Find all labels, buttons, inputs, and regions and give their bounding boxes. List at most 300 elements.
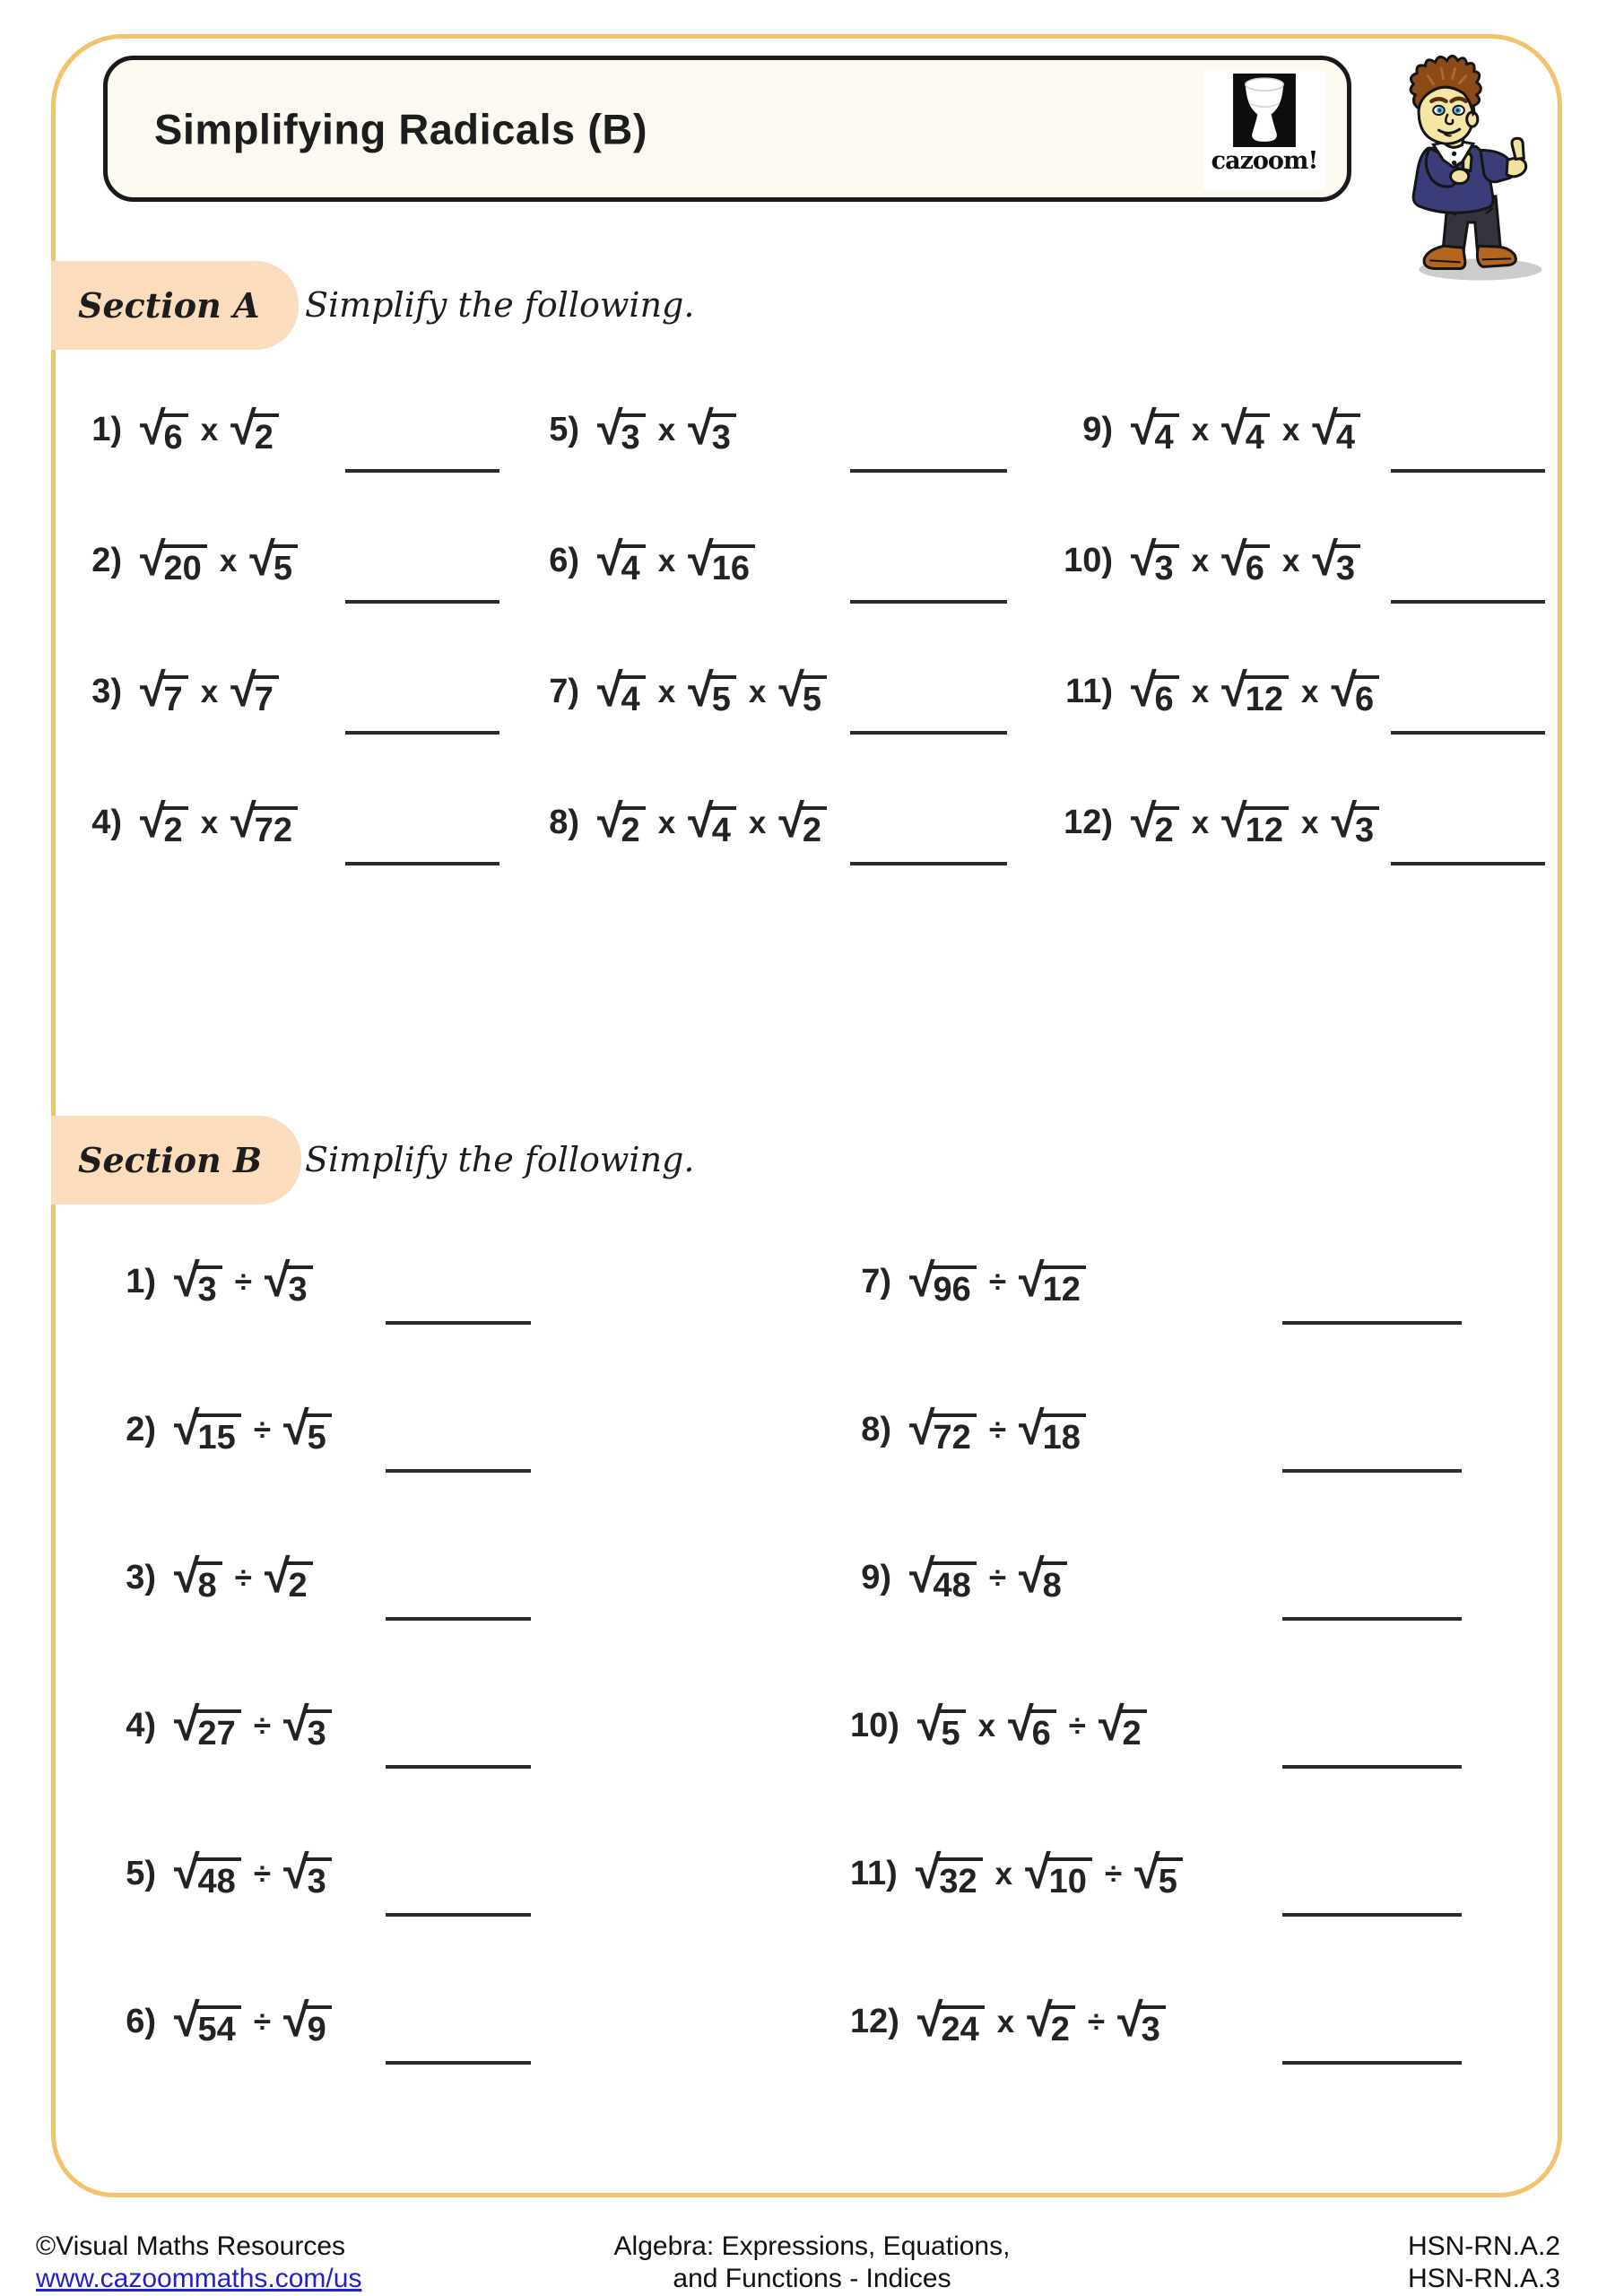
radicand: 6	[1243, 544, 1270, 586]
answer-blank[interactable]	[386, 1913, 531, 1917]
radical-sign-icon: √	[1131, 796, 1157, 848]
operator: ÷	[1104, 1856, 1123, 1892]
square-root-term	[140, 798, 188, 848]
problem	[850, 1257, 1533, 1405]
square-root-term	[1025, 1849, 1092, 1899]
section-a-label: Section A	[78, 285, 260, 326]
radicand: 2	[161, 806, 188, 848]
radical-sign-icon: √	[1331, 796, 1357, 848]
answer-blank[interactable]	[850, 731, 1007, 735]
square-root-term	[688, 536, 755, 586]
problem	[1043, 667, 1547, 798]
radical-sign-icon: √	[1098, 1699, 1125, 1751]
problem	[115, 1849, 698, 1997]
radical-sign-icon: √	[1019, 1255, 1045, 1307]
operator: x	[1191, 543, 1210, 578]
section-a-column-1	[81, 405, 511, 929]
answer-blank[interactable]	[345, 862, 499, 865]
radicand: 6	[1152, 675, 1179, 717]
radical-sign-icon: √	[1027, 1995, 1053, 2047]
radical-sign-icon: √	[1331, 665, 1357, 717]
problem-number: 7)	[549, 673, 579, 710]
problem-number: 6)	[549, 542, 579, 579]
square-root-term	[1019, 1553, 1067, 1603]
section-a-column-2	[538, 405, 1027, 929]
problem-number: 1)	[91, 411, 122, 448]
radical-sign-icon: √	[264, 1255, 291, 1307]
square-root-term	[174, 1553, 222, 1603]
problem-number: 9)	[1082, 411, 1113, 448]
operator: x	[657, 804, 676, 840]
radicand: 3	[305, 1709, 332, 1751]
operator: ÷	[253, 1856, 272, 1892]
radicand: 32	[936, 1857, 982, 1899]
problem-expression	[1043, 405, 1547, 455]
answer-blank[interactable]	[1391, 469, 1545, 473]
problem-expression	[81, 536, 511, 586]
radicand: 2	[619, 806, 646, 848]
radicand: 12	[1243, 675, 1289, 717]
djembe-drum-icon	[1232, 74, 1297, 147]
answer-blank[interactable]	[1282, 1765, 1462, 1769]
worksheet-title-box	[103, 56, 1351, 202]
radicand: 48	[931, 1561, 977, 1603]
radicand: 72	[931, 1413, 977, 1455]
problem-expression	[1043, 667, 1547, 717]
radical-sign-icon: √	[778, 665, 804, 717]
radicand: 3	[195, 1265, 222, 1307]
standard-code-1: HSN-RN.A.2	[1407, 2231, 1560, 2261]
answer-blank[interactable]	[386, 1321, 531, 1325]
problem-number: 9)	[861, 1559, 891, 1596]
square-root-term	[917, 1997, 985, 2047]
problem	[538, 405, 1027, 536]
radicand: 3	[1139, 2005, 1166, 2047]
radical-sign-icon: √	[1221, 534, 1247, 586]
problem-expression	[115, 1405, 698, 1455]
radicand: 3	[709, 413, 736, 455]
operator: x	[1281, 543, 1300, 578]
radicand: 10	[1046, 1857, 1092, 1899]
radicand: 6	[1352, 675, 1379, 717]
brand-name: cazoom!	[1211, 147, 1318, 175]
radicand: 2	[252, 413, 279, 455]
square-root-term	[778, 667, 827, 717]
radicand: 3	[1333, 544, 1360, 586]
radicand: 3	[1152, 544, 1179, 586]
problem-expression	[538, 798, 1027, 848]
problem-expression	[850, 1405, 1533, 1455]
problem-number: 8)	[549, 804, 579, 841]
problem-number: 10)	[1064, 542, 1113, 579]
square-root-term	[230, 405, 279, 455]
radical-sign-icon: √	[283, 1847, 309, 1899]
square-root-term	[1221, 667, 1289, 717]
answer-blank[interactable]	[1391, 862, 1545, 865]
problem-expression	[115, 1849, 698, 1899]
radical-sign-icon: √	[909, 1403, 935, 1455]
radicand: 96	[931, 1265, 977, 1307]
operator: x	[200, 804, 219, 840]
operator: ÷	[253, 1412, 272, 1448]
operator: ÷	[988, 1412, 1007, 1448]
footer-topic	[0, 2231, 1624, 2295]
radical-sign-icon: √	[909, 1551, 935, 1603]
square-root-term	[1131, 536, 1179, 586]
radicand: 4	[709, 806, 736, 848]
problem-number: 11)	[850, 1855, 898, 1892]
radical-sign-icon: √	[283, 1995, 309, 2047]
problem	[115, 1553, 698, 1701]
square-root-term	[283, 1997, 332, 2047]
problem-number: 1)	[126, 1263, 156, 1300]
problem-expression	[1043, 798, 1547, 848]
radicand: 3	[1352, 806, 1379, 848]
radical-sign-icon: √	[283, 1699, 309, 1751]
problem-number: 4)	[91, 804, 122, 841]
radical-sign-icon: √	[915, 1847, 942, 1899]
problem-number: 3)	[126, 1559, 156, 1596]
problem	[850, 1997, 1533, 2145]
square-root-term	[688, 667, 736, 717]
answer-blank[interactable]	[386, 1469, 531, 1473]
square-root-term	[1131, 667, 1179, 717]
radicand: 3	[619, 413, 646, 455]
answer-blank[interactable]	[850, 469, 1007, 473]
square-root-term	[140, 536, 207, 586]
problem-number: 5)	[549, 411, 579, 448]
answer-blank[interactable]	[1282, 1913, 1462, 1917]
square-root-term	[174, 1405, 241, 1455]
radicand: 6	[161, 413, 188, 455]
radicand: 5	[1156, 1857, 1183, 1899]
radical-sign-icon: √	[249, 534, 275, 586]
answer-blank[interactable]	[1282, 1617, 1462, 1621]
square-root-term	[265, 1257, 313, 1307]
problem-expression	[538, 405, 1027, 455]
radicand: 72	[252, 806, 298, 848]
radical-sign-icon: √	[1019, 1551, 1045, 1603]
radical-sign-icon: √	[1221, 665, 1247, 717]
radicand: 27	[195, 1709, 241, 1751]
answer-blank[interactable]	[1282, 1469, 1462, 1473]
radical-sign-icon: √	[688, 796, 714, 848]
problem-number: 3)	[91, 673, 122, 710]
problem-number: 4)	[126, 1707, 156, 1744]
radical-sign-icon: √	[140, 665, 166, 717]
square-root-term	[1008, 1701, 1056, 1751]
problem	[850, 1405, 1533, 1553]
radical-sign-icon: √	[174, 1699, 200, 1751]
problem	[538, 536, 1027, 667]
radicand: 9	[305, 2005, 332, 2047]
radical-sign-icon: √	[1131, 534, 1157, 586]
radicand: 7	[252, 675, 279, 717]
square-root-term	[1331, 667, 1379, 717]
radical-sign-icon: √	[174, 1995, 200, 2047]
square-root-term	[1221, 798, 1289, 848]
problem	[81, 405, 511, 536]
answer-blank[interactable]	[345, 600, 499, 604]
square-root-term	[778, 798, 827, 848]
radicand: 5	[305, 1413, 332, 1455]
operator: ÷	[988, 1264, 1007, 1300]
radical-sign-icon: √	[1117, 1995, 1143, 2047]
operator: ÷	[988, 1560, 1007, 1596]
problem-number: 7)	[861, 1263, 891, 1300]
square-root-term	[1312, 536, 1360, 586]
radicand: 7	[161, 675, 188, 717]
radicand: 24	[938, 2005, 984, 2047]
problem-number: 10)	[850, 1707, 899, 1744]
section-b-column-2	[850, 1257, 1533, 2145]
square-root-term	[230, 798, 298, 848]
radicand: 12	[1040, 1265, 1086, 1307]
square-root-term	[1019, 1257, 1086, 1307]
radical-sign-icon: √	[688, 534, 714, 586]
square-root-term	[249, 536, 298, 586]
radicand: 5	[271, 544, 298, 586]
radicand: 6	[1029, 1709, 1056, 1751]
square-root-term	[140, 405, 188, 455]
square-root-term	[1117, 1997, 1166, 2047]
radicand: 20	[161, 544, 207, 586]
problem-number: 2)	[91, 542, 122, 579]
radicand: 48	[195, 1857, 241, 1899]
square-root-term	[1131, 405, 1179, 455]
topic-line-2: and Functions - Indices	[673, 2264, 951, 2293]
operator: x	[657, 674, 676, 709]
radicand: 16	[709, 544, 755, 586]
section-b-tab	[51, 1116, 301, 1205]
radical-sign-icon: √	[230, 665, 256, 717]
problem	[1043, 405, 1547, 536]
problem-number: 12)	[850, 2003, 899, 2040]
problem-expression	[538, 536, 1027, 586]
radicand: 4	[619, 544, 646, 586]
square-root-term	[597, 798, 646, 848]
radical-sign-icon: √	[916, 1699, 943, 1751]
problem-number: 5)	[126, 1855, 156, 1892]
radical-sign-icon: √	[1134, 1847, 1160, 1899]
problem	[115, 1405, 698, 1553]
square-root-term	[1027, 1997, 1075, 2047]
problem-expression	[850, 1257, 1533, 1307]
operator: ÷	[234, 1560, 252, 1596]
radicand: 5	[938, 1709, 965, 1751]
operator: x	[748, 804, 767, 840]
radical-sign-icon: √	[174, 1403, 200, 1455]
problem	[81, 667, 511, 798]
problem-expression	[538, 667, 1027, 717]
radical-sign-icon: √	[140, 796, 166, 848]
square-root-term	[1221, 405, 1270, 455]
radicand: 18	[1040, 1413, 1086, 1455]
problem	[1043, 798, 1547, 929]
problem-expression	[115, 1257, 698, 1307]
answer-blank[interactable]	[850, 862, 1007, 865]
section-a-column-3	[1043, 405, 1547, 929]
problem-expression	[115, 1701, 698, 1751]
problem-number: 12)	[1064, 804, 1113, 841]
answer-blank[interactable]	[1391, 731, 1545, 735]
problem-expression	[850, 1701, 1533, 1751]
operator: x	[200, 412, 219, 448]
radicand: 8	[195, 1561, 222, 1603]
square-root-term	[597, 536, 646, 586]
operator: x	[200, 674, 219, 709]
topic-line-1: Algebra: Expressions, Equations,	[613, 2231, 1011, 2261]
operator: x	[657, 412, 676, 448]
radical-sign-icon: √	[597, 403, 623, 455]
square-root-term	[140, 667, 188, 717]
radical-sign-icon: √	[597, 534, 623, 586]
problem-expression	[850, 1997, 1533, 2047]
operator: x	[994, 1856, 1013, 1892]
problem	[850, 1701, 1533, 1849]
operator: x	[219, 543, 238, 578]
radicand: 5	[709, 675, 736, 717]
radical-sign-icon: √	[688, 403, 714, 455]
square-root-term	[909, 1257, 977, 1307]
section-b-column-1	[115, 1257, 698, 2145]
square-root-term	[688, 798, 736, 848]
square-root-term	[917, 1701, 966, 1751]
radicand: 2	[285, 1561, 312, 1603]
copyright-text: ©Visual Maths Resources	[36, 2231, 346, 2261]
problem-expression	[81, 405, 511, 455]
website-link[interactable]: www.cazoommaths.com/us	[36, 2264, 362, 2293]
radical-sign-icon: √	[1025, 1847, 1051, 1899]
problem-expression	[850, 1553, 1533, 1603]
radical-sign-icon: √	[1019, 1403, 1045, 1455]
problem-expression	[81, 667, 511, 717]
standard-code-2: HSN-RN.A.3	[1407, 2264, 1560, 2293]
square-root-term	[1099, 1701, 1147, 1751]
radical-sign-icon: √	[283, 1403, 309, 1455]
square-root-term	[174, 1849, 241, 1899]
answer-blank[interactable]	[1282, 1321, 1462, 1325]
answer-blank[interactable]	[1282, 2061, 1462, 2065]
square-root-term	[909, 1553, 977, 1603]
radicand: 4	[619, 675, 646, 717]
radical-sign-icon: √	[174, 1847, 200, 1899]
radical-sign-icon: √	[264, 1551, 291, 1603]
mascot-character	[1392, 50, 1600, 282]
section-a-instruction: Simplify the following.	[305, 285, 695, 325]
radical-sign-icon: √	[778, 796, 804, 848]
radicand: 12	[1243, 806, 1289, 848]
operator: ÷	[1087, 2004, 1106, 2039]
cazoom-logo	[1203, 71, 1325, 189]
answer-blank[interactable]	[345, 469, 499, 473]
radical-sign-icon: √	[174, 1551, 200, 1603]
radicand: 4	[1243, 413, 1270, 455]
page-title: Simplifying Radicals (B)	[154, 105, 647, 152]
radical-sign-icon: √	[1221, 403, 1247, 455]
problem-number: 8)	[861, 1411, 891, 1448]
problem	[81, 536, 511, 667]
operator: ÷	[253, 1708, 272, 1744]
problem	[81, 798, 511, 929]
square-root-term	[688, 405, 736, 455]
operator: ÷	[253, 2004, 272, 2039]
section-b-label: Section B	[78, 1140, 263, 1180]
radicand: 3	[305, 1857, 332, 1899]
radicand: 4	[1152, 413, 1179, 455]
operator: x	[657, 543, 676, 578]
problem	[115, 1997, 698, 2145]
radicand: 4	[1333, 413, 1360, 455]
problem-number: 11)	[1065, 673, 1113, 710]
problem	[850, 1553, 1533, 1701]
radical-sign-icon: √	[140, 403, 166, 455]
problem-expression	[1043, 536, 1547, 586]
radical-sign-icon: √	[1312, 534, 1338, 586]
radical-sign-icon: √	[916, 1995, 943, 2047]
radical-sign-icon: √	[140, 534, 166, 586]
problem-number: 2)	[126, 1411, 156, 1448]
operator: x	[1191, 412, 1210, 448]
square-root-term	[283, 1849, 332, 1899]
answer-blank[interactable]	[1391, 600, 1545, 604]
problem-expression	[115, 1997, 698, 2047]
problem	[1043, 536, 1547, 667]
problem	[115, 1257, 698, 1405]
operator: ÷	[234, 1264, 252, 1300]
answer-blank[interactable]	[386, 1617, 531, 1621]
square-root-term	[1134, 1849, 1183, 1899]
problem-expression	[81, 798, 511, 848]
radical-sign-icon: √	[1008, 1699, 1034, 1751]
operator: x	[1300, 674, 1319, 709]
radical-sign-icon: √	[174, 1255, 200, 1307]
radicand: 5	[800, 675, 827, 717]
square-root-term	[230, 667, 279, 717]
radical-sign-icon: √	[597, 665, 623, 717]
radical-sign-icon: √	[688, 665, 714, 717]
radical-sign-icon: √	[1221, 796, 1247, 848]
problem	[538, 667, 1027, 798]
operator: x	[977, 1708, 996, 1744]
answer-blank[interactable]	[386, 2061, 531, 2065]
radicand: 2	[1120, 1709, 1147, 1751]
problem	[115, 1701, 698, 1849]
square-root-term	[174, 1701, 241, 1751]
radical-sign-icon: √	[597, 796, 623, 848]
problem	[538, 798, 1027, 929]
answer-blank[interactable]	[345, 731, 499, 735]
square-root-term	[283, 1405, 332, 1455]
square-root-term	[1019, 1405, 1086, 1455]
radicand: 2	[1152, 806, 1179, 848]
square-root-term	[1221, 536, 1270, 586]
problem-expression	[850, 1849, 1533, 1899]
answer-blank[interactable]	[850, 600, 1007, 604]
radicand: 54	[195, 2005, 241, 2047]
footer-standards	[1408, 2231, 1560, 2295]
operator: x	[996, 2004, 1015, 2039]
square-root-term	[1312, 405, 1360, 455]
square-root-term	[265, 1553, 313, 1603]
operator: x	[748, 674, 767, 709]
square-root-term	[597, 667, 646, 717]
radicand: 2	[1048, 2005, 1075, 2047]
square-root-term	[1131, 798, 1179, 848]
square-root-term	[1331, 798, 1379, 848]
answer-blank[interactable]	[386, 1765, 531, 1769]
square-root-term	[909, 1405, 977, 1455]
